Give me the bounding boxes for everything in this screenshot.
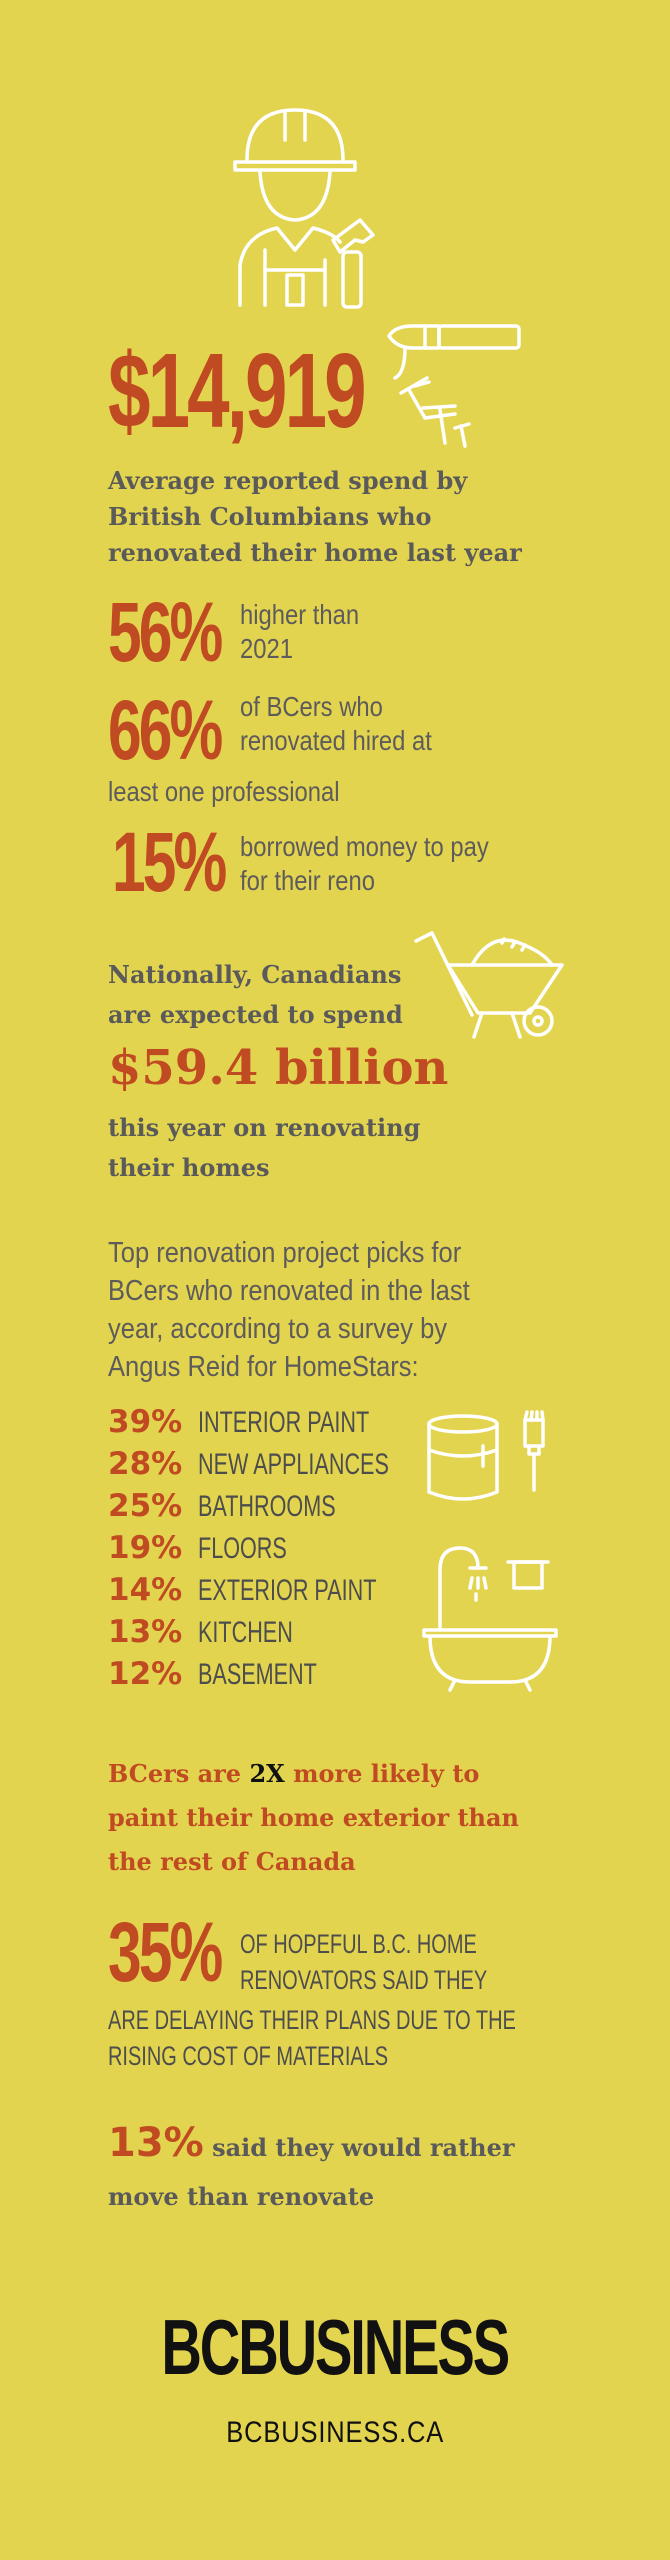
brand-url: BCBUSINESS.CA	[226, 2416, 444, 2449]
stat-13: 13% said they would rather	[108, 2120, 515, 2166]
survey-intro: Top renovation project picks for BCers who renovated in the last year, according to a survey by Angus Reid for HomeStars:	[108, 1237, 470, 1383]
stat-66-text-line3: least one professional	[108, 776, 340, 807]
worker-icon	[215, 100, 375, 310]
stat-35-text: OF HOPEFUL B.C. HOME RENOVATORS SAID THEY	[240, 1929, 488, 1995]
exterior-note: BCers are 2X more likely to paint their home exterior than the rest of Canada	[108, 1759, 519, 1876]
hammer-nails-icon	[385, 318, 525, 448]
stat-15-text: borrowed money to pay for their reno	[240, 831, 489, 896]
stat-35-value: 35%	[108, 1905, 221, 1999]
brand-logo: BCBUSINESS	[161, 2303, 509, 2391]
stat-66-value: 66%	[108, 683, 221, 777]
main-spend-value: $14,919	[108, 332, 364, 450]
project-row: 14% EXTERIOR PAINT	[108, 1572, 377, 1608]
project-row: 28% NEW APPLIANCES	[108, 1446, 389, 1482]
stat-35-text-continued: ARE DELAYING THEIR PLANS DUE TO THE RISING COST OF MATERIALS	[108, 2005, 516, 2071]
stat-66-text: of BCers who renovated hired at	[240, 691, 432, 756]
paint-can-icon	[425, 1410, 555, 1505]
stat-56-text: higher than 2021	[240, 599, 360, 664]
project-row: 12% BASEMENT	[108, 1656, 317, 1692]
national-amount: $59.4 billion	[108, 1040, 449, 1096]
national-intro: Nationally, Canadians are expected to spend	[108, 960, 403, 1029]
stat-13-line2: move than renovate	[108, 2182, 375, 2211]
project-row: 19% FLOORS	[108, 1530, 287, 1566]
main-spend-caption: Average reported spend by British Columbians who renovated their home last year	[108, 466, 522, 567]
national-caption: this year on renovating their homes	[108, 1113, 421, 1182]
bathtub-icon	[420, 1540, 560, 1690]
project-row: 25% BATHROOMS	[108, 1488, 336, 1524]
project-row: 39% INTERIOR PAINT	[108, 1404, 370, 1440]
wheelbarrow-icon	[412, 925, 572, 1040]
stat-56-value: 56%	[108, 585, 221, 679]
project-row: 13% KITCHEN	[108, 1614, 293, 1650]
stat-15-value: 15%	[112, 815, 225, 909]
